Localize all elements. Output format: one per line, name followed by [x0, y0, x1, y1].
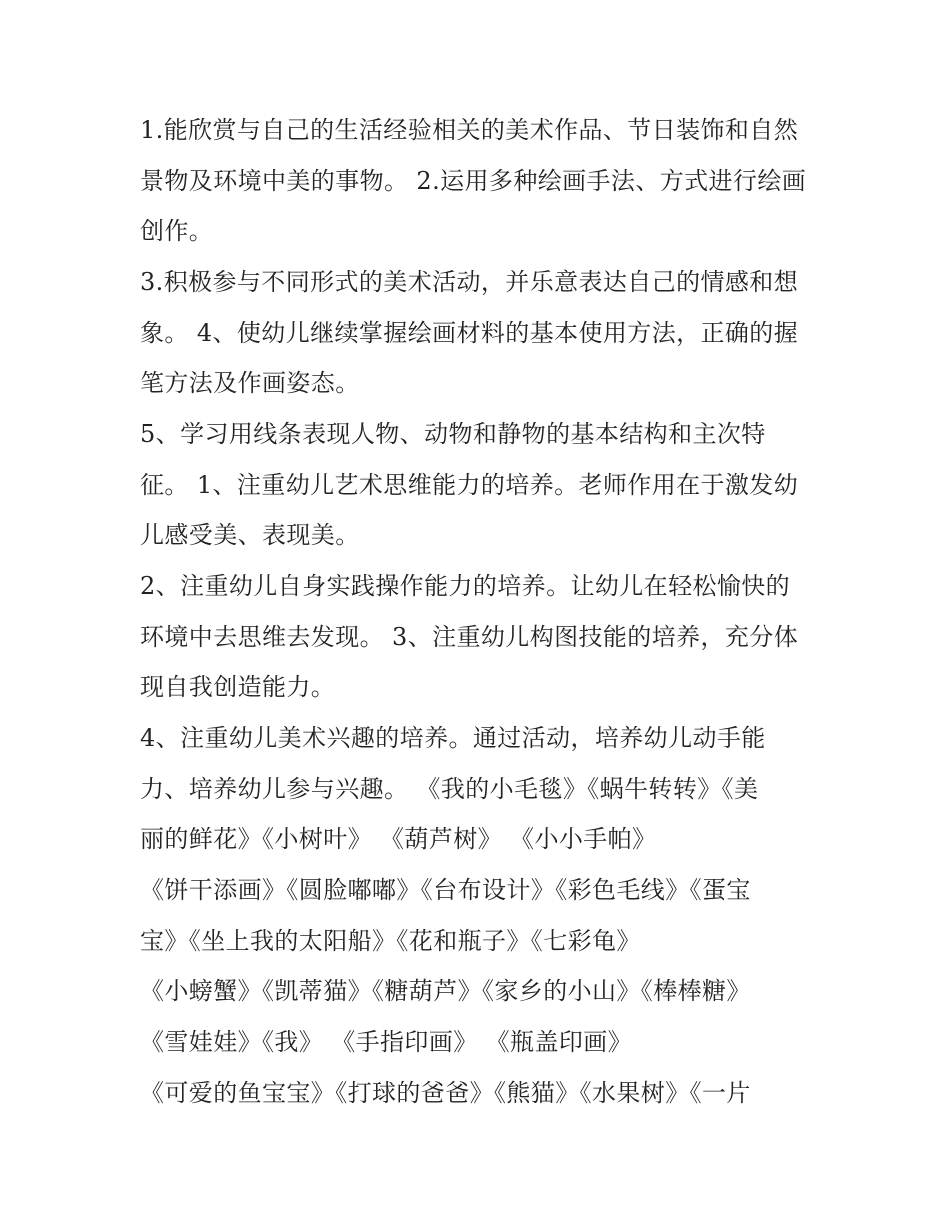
text-line: 环境中去思维去发现。 3、注重幼儿构图技能的培养，充分体 [140, 623, 799, 651]
text-line: 4、注重幼儿美术兴趣的培养。通过活动，培养幼儿动手能 [140, 724, 766, 752]
text-line: 2、注重幼儿自身实践操作能力的培养。让幼儿在轻松愉快的 [140, 572, 791, 600]
text-line: 《饼干添画》《圆脸嘟嘟》《台布设计》《彩色毛线》《蛋宝 [140, 876, 751, 904]
text-line: 3.积极参与不同形式的美术活动，并乐意表达自己的情感和想 [140, 268, 799, 296]
text-line: 5、学习用线条表现人物、动物和静物的基本结构和主次特 [140, 420, 766, 448]
text-line: 征。 1、注重幼儿艺术思维能力的培养。老师作用在于激发幼 [140, 471, 799, 499]
text-line: 笔方法及作画姿态。 [140, 369, 360, 397]
text-line: 宝》《坐上我的太阳船》《花和瓶子》《七彩龟》 [140, 927, 641, 955]
text-line: 丽的鲜花》《小树叶》 《葫芦树》 《小小手帕》 [140, 825, 657, 853]
text-line: 创作。 [140, 217, 214, 245]
text-line: 力、培养幼儿参与兴趣。 《我的小毛毯》《蜗牛转转》《美 [140, 775, 759, 803]
text-line: 景物及环境中美的事物。 2.运用多种绘画手法、方式进行绘画 [140, 167, 807, 195]
text-line: 象。 4、使幼儿继续掌握绘画材料的基本使用方法，正确的握 [140, 319, 799, 347]
text-line: 儿感受美、表现美。 [140, 521, 360, 549]
text-line: 《可爱的鱼宝宝》《打球的爸爸》《熊猫》《水果树》《一片 [140, 1079, 751, 1107]
text-line: 《雪娃娃》《我》 《手指印画》 《瓶盖印画》 [140, 1028, 633, 1056]
text-line: 现自我创造能力。 [140, 673, 336, 701]
text-line: 1.能欣赏与自己的生活经验相关的美术作品、节日装饰和自然 [140, 116, 799, 144]
text-line: 《小螃蟹》《凯蒂猫》《糖葫芦》《家乡的小山》《棒棒糖》 [140, 977, 751, 1005]
